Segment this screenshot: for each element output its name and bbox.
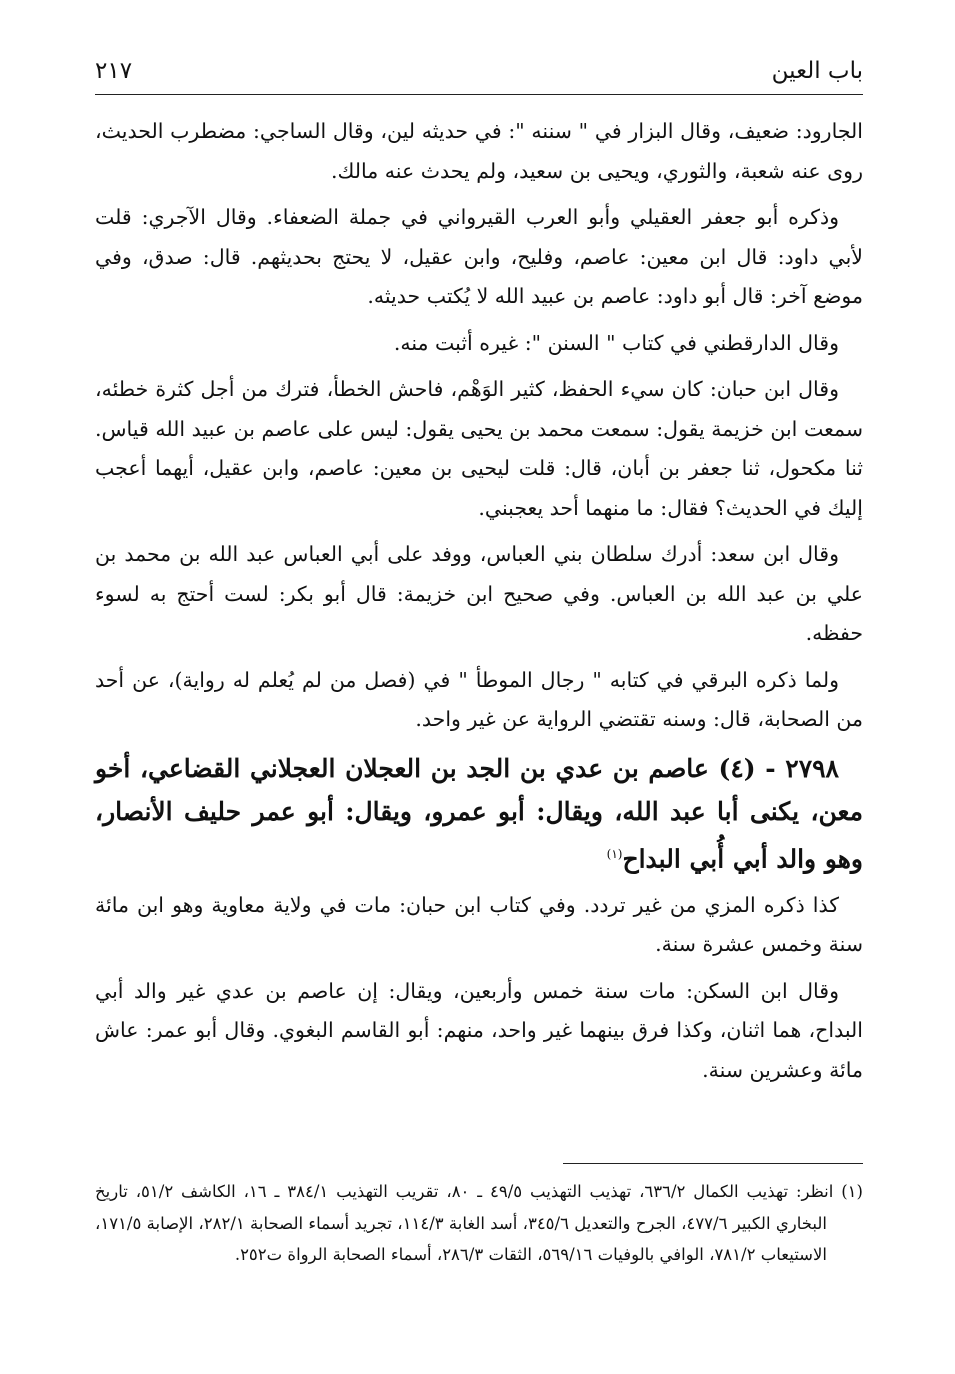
paragraph-5: وقال ابن سعد: أدرك سلطان بني العباس، ووفد على أبي العباس عبد الله بن محمد بن علي بن عبد الله بن العباس. وفي صحيح ابن خزيمة: قال أبو بكر: لست أحتج به لسوء حفظه.	[95, 542, 863, 645]
paragraph-7: كذا ذكره المزي من غير تردد. وفي كتاب ابن حبان: مات في ولاية معاوية وهو ابن مائة سنة وخمس عشرة سنة.	[95, 892, 863, 957]
paragraph-2: وذكره أبو جعفر العقيلي وأبو العرب القيرواني في جملة الضعفاء. وقال الآجري: قلت لأبي داود: قال ابن معين: عاصم، وفليح، وابن عقيل، لا يحتج بحديثهم. قال: صدق، وفي موضع آخر: قال أبو داود: عاصم بن عبيد الله لا يُكتب حديثه.	[95, 205, 863, 308]
page-number: ٢١٧	[95, 58, 133, 84]
footnote-divider	[563, 1163, 863, 1164]
entry-heading	[95, 747, 863, 880]
paragraph-6: ولما ذكره البرقي في كتابه " رجال الموطأ " في (فصل من لم يُعلم له رواية)، عن أحد من الصحابة، قال: وسنه تقتضي الرواية عن غير واحد.	[95, 667, 863, 731]
footnote-reference[interactable]: (١)	[606, 846, 623, 861]
paragraph-8: وقال ابن السكن: مات سنة خمس وأربعين، ويقال: إن عاصم بن عدي غير والد أبي البداح، هما اثنان، وكذا فرق بينهما غير واحد، منهم: أبو القاسم البغوي. وقال أبو عمر: عاش مائة وعشرين سنة.	[95, 978, 863, 1082]
entry-heading-text: ٢٧٩٨ - (٤) عاصم بن عدي بن الجد بن العجلان العجلاني القضاعي، أخو معن، يكنى أبا عبد الله، ويقال: أبو عمرو، ويقال: أبو عمر حليف الأنصار، وهو والد أبي أُبي البداح	[95, 753, 863, 873]
footnote-1: (١) انظر: تهذيب الكمال ٦٣٦/٢، تهذيب التهذيب ٤٩/٥ ـ ٨٠، تقريب التهذيب ٣٨٤/١ ـ ١٦، الكاشف ٥١/٢، تاريخ البخاري الكبير ٤٧٧/٦، الجرح والتعديل ٣٤٥/٦، أسد الغابة ١١٤/٣، تجريد أسماء الصحابة ٢٨٢/١، الإصابة ١٧١/٥، الاستيعاب ٧٨١/٢، الوافي بالوفيات ٥٦٩/١٦، الثقات ٢٨٦/٣، أسماء الصحابة الرواة ت٢٥٢.	[95, 1182, 863, 1264]
main-text	[95, 112, 863, 1097]
chapter-title: باب العين	[771, 58, 863, 84]
paragraph-3: وقال الدارقطني في كتاب " السنن ": غيره أثبت منه.	[393, 330, 839, 355]
footnotes	[95, 1176, 863, 1271]
paragraph-1: الجارود: ضعيف، وقال البزار في " سننه ": في حديثه لين، وقال الساجي: مضطرب الحديث، روى عنه شعبة، والثوري، ويحيى بن سعيد، ولم يحدث عنه مالك.	[95, 119, 863, 183]
paragraph-4: وقال ابن حبان: كان سيء الحفظ، كثير الوَهْم، فاحش الخطأ، فترك من أجل كثرة خطئه، سمعت ابن خزيمة يقول: سمعت محمد بن يحيى يقول: ليس على عاصم بن عبيد الله قياس. ثنا مكحول، ثنا جعفر بن أبان، قال: قلت ليحيى بن معين: عاصم، وابن عقيل، أيهما أعجب إليك في الحديث؟ فقال: ما منهما أحد يعجبني.	[95, 377, 863, 520]
page-header	[95, 52, 863, 92]
header-divider	[95, 94, 863, 95]
